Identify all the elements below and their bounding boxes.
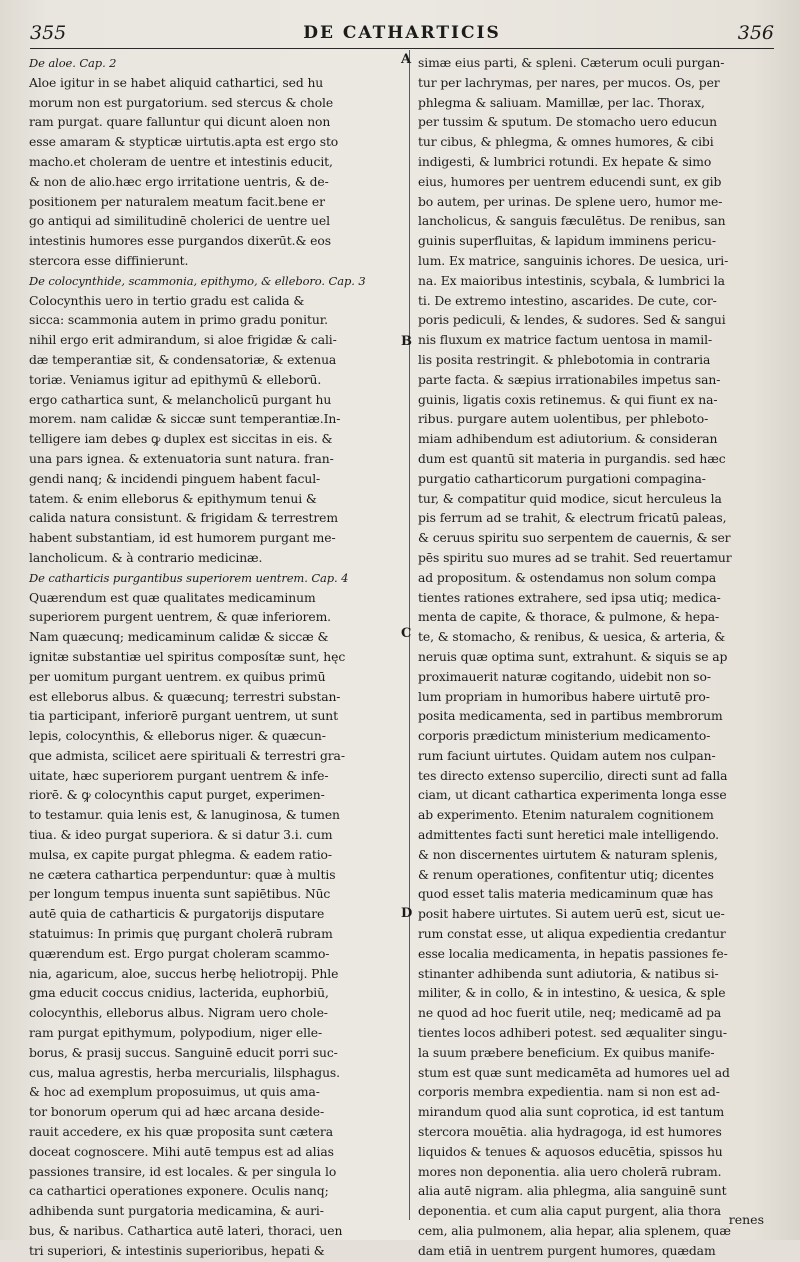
chapter-heading: De catharticis purgantibus superiorem uentrem. Cap. 4	[29, 570, 349, 585]
text-line: tiua. & ideo purgat superiora. & si datur 3.i. cum	[29, 828, 333, 843]
text-line: mulsa, ex capite purgat phlegma. & eadem ratio-	[29, 847, 332, 862]
text-line: dæ temperantiæ sit, & condensatoriæ, & extenua	[29, 352, 337, 367]
text-line: indigesti, & lumbrici rotundi. Ex hepate & simo	[418, 154, 712, 169]
text-line: sicca: scammonia autem in primo gradu ponitur.	[29, 313, 328, 328]
text-line: quærendum est. Ergo purgat choleram scammo-	[29, 946, 330, 961]
text-line: stinanter adhibenda sunt adiutoria, & natibus si-	[418, 966, 719, 981]
text-line: purgatio catharticorum purgationi compagina-	[418, 471, 706, 486]
text-line: pēs spiritu suo mures ad se trahit. Sed reuertamur	[418, 550, 732, 565]
text-line: stum est quæ sunt medicamēta ad humores uel ad	[418, 1065, 730, 1080]
text-line: tientes locos adhiberi potest. sed æqualiter singu-	[418, 1026, 727, 1041]
text-line: ti. De extremo intestino, ascarides. De cute, cor-	[418, 293, 717, 308]
text-line: macho.et choleram de uentre et intestinis educit,	[29, 154, 333, 169]
text-line: & ceruus spiritu suo serpentem de cauernis, & ser	[418, 531, 731, 546]
text-line: Nam quæcunq; medicaminum calidæ & siccæ &	[29, 630, 329, 645]
text-line: admittentes facti sunt heretici male intelligendo.	[418, 828, 720, 843]
left-page-number: 355	[30, 22, 67, 44]
text-line: parte facta. & sæpius irrationabiles impetus san-	[418, 372, 721, 387]
text-line: ram purgat epithymum, polypodium, niger elle-	[29, 1026, 323, 1041]
text-line: adhibenda sunt purgatoria medicamina, & auri-	[29, 1204, 324, 1219]
text-line: lis posita restringit. & phlebotomia in contraria	[418, 352, 711, 367]
text-line: ne quod ad hoc fuerit utile, neq; medicamē ad pa	[418, 1006, 722, 1021]
text-line: autē quia de catharticis & purgatorijs disputare	[29, 907, 325, 922]
running-header	[30, 22, 774, 49]
text-line: borus, & prasij succus. Sanguinē educit porri suc-	[29, 1045, 338, 1060]
text-line: & renum operationes, confitentur utiq; dicentes	[418, 867, 714, 882]
text-line: rum faciunt uirtutes. Quidam autem nos culpan-	[418, 748, 716, 763]
left-text-column	[29, 54, 401, 1262]
text-line: morum non est purgatorium. sed stercus & chole	[29, 95, 334, 110]
text-line: menta de capite, & thorace, & pulmone, & hepa-	[418, 610, 720, 625]
running-title: DE CATHARTICIS	[303, 23, 501, 43]
text-line: poris pediculi, & lendes, & sudores. Sed & sangui	[418, 313, 726, 328]
chapter-heading: De colocynthide, scammonia, epithymo, & elleboro. Cap. 3	[29, 273, 366, 288]
text-line: liquidos & tenues & aquosos educētia, spissos hu	[418, 1144, 723, 1159]
text-line: Quærendum est quæ qualitates medicaminum	[29, 590, 316, 605]
margin-mark-a: A	[401, 52, 412, 67]
text-line: tes directo extenso supercilio, directi sunt ad falla	[418, 768, 728, 783]
text-line: posita medicamenta, sed in partibus membrorum	[418, 709, 723, 724]
text-line: statuimus: In primis quę purgant cholerā rubram	[29, 927, 333, 942]
text-line: colocynthis, elleborus albus. Nigram uero chole-	[29, 1006, 328, 1021]
text-line: ergo cathartica sunt, & melancholicū purgant hu	[29, 392, 332, 407]
text-line: simæ eius parti, & spleni. Cæterum oculi purgan-	[418, 56, 725, 70]
text-line: lum. Ex matrice, sanguinis ichores. De uesica, uri-	[418, 253, 729, 268]
text-line: bo autem, per urinas. De splene uero, humor me-	[418, 194, 723, 209]
text-line: esse localia medicamenta, in hepatis passiones fe-	[418, 946, 728, 961]
text-line: tatem. & enim elleborus & epithymum tenui &	[29, 491, 317, 506]
text-line: stercora mouētia. alia hydragoga, id est humores	[418, 1125, 722, 1140]
text-line: militer, & in collo, & in intestino, & uesica, & sple	[418, 986, 726, 1001]
text-line: la suum præbere beneficium. Ex quibus manife-	[418, 1045, 715, 1060]
text-line: stercora esse diffinierunt.	[29, 253, 189, 268]
text-line: ciam, ut dicant cathartica experimenta longa esse	[418, 788, 727, 803]
text-line: ram purgat. quare falluntur qui dicunt aloen non	[29, 115, 331, 130]
text-line: lum propriam in humoribus habere uirtutē pro-	[418, 689, 710, 704]
text-line: posit habere uirtutes. Si autem uerū est, sicut ue-	[418, 907, 725, 922]
text-line: ad propositum. & ostendamus non solum compa	[418, 570, 717, 585]
text-line: nia, agaricum, aloe, succus herbę heliotropij. Phle	[29, 966, 339, 981]
text-line: quod esset talis materia medicaminum quæ has	[418, 887, 714, 902]
text-line: lepis, colocynthis, & elleborus niger. & quæcun-	[29, 729, 326, 744]
text-line: tur cibus, & phlegma, & omnes humores, & cibi	[418, 135, 714, 150]
text-line: tur, & compatitur quid modice, sicut herculeus la	[418, 491, 722, 506]
text-line: tientes rationes extrahere, sed ipsa utiq; medica-	[418, 590, 721, 605]
text-line: est elleborus albus. & quæcunq; terrestri substan-	[29, 689, 341, 704]
text-line: lancholicum. & à contrario medicinæ.	[29, 550, 263, 565]
text-line: te, & stomacho, & renibus, & uesica, & arteria, &	[418, 630, 726, 645]
text-line: corporis membra expedientia. nam si non est ad-	[418, 1085, 720, 1100]
text-line: per longum tempus inuenta sunt sapiētibus. Nūc	[29, 887, 331, 902]
text-line: miam adhibendum est adiutorium. & consideran	[418, 432, 718, 447]
text-line: morem. nam calidæ & siccæ sunt temperantiæ.In-	[29, 412, 341, 427]
right-page-number: 356	[737, 22, 774, 44]
text-line: Colocynthis uero in tertio gradu est calida &	[29, 293, 305, 308]
text-line: per tussim & sputum. De stomacho uero educun	[418, 115, 717, 130]
text-line: rum constat esse, ut aliqua expedientia credantur	[418, 927, 726, 942]
text-line: pis ferrum ad se trahit, & electrum fricatū paleas,	[418, 511, 727, 526]
text-line: ne cætera cathartica perpenduntur: quæ à multis	[29, 867, 336, 882]
text-line: tri superiori, & intestinis superioribus, hepati &	[29, 1243, 325, 1258]
text-line: tur per lachrymas, per nares, per mucos. Os, per	[418, 75, 720, 90]
text-line: Aloe igitur in se habet aliquid cathartici, sed hu	[29, 75, 324, 90]
text-line: & hoc ad exemplum proposuimus, ut quis ama-	[29, 1085, 320, 1100]
text-line: & non de alio.hæc ergo irritatione uentris, & de-	[29, 174, 329, 189]
chapter-heading: De aloe. Cap. 2	[29, 56, 117, 70]
text-line: bus, & naribus. Cathartica autē lateri, thoraci, uen	[29, 1224, 343, 1239]
text-line: que admista, scilicet aere spirituali & terrestri gra-	[29, 748, 345, 763]
text-line: cem, alia pulmonem, alia hepar, alia splenem, quæ	[418, 1224, 731, 1239]
text-line: guinis, ligatis coxis retinemus. & qui fiunt ex na-	[418, 392, 718, 407]
text-line: & non discernentes uirtutem & naturam splenis,	[418, 847, 718, 862]
text-line: passiones transire, id est locales. & per singula lo	[29, 1164, 337, 1179]
text-line: ribus. purgare autem uolentibus, per phleboto-	[418, 412, 709, 427]
text-line: ab experimento. Etenim naturalem cognitionem	[418, 808, 714, 823]
text-line: gendi nanq; & incidendi pinguem habent facul-	[29, 471, 321, 486]
text-line: habent substantiam, id est humorem purgant me-	[29, 531, 336, 546]
text-line: positionem per naturalem meatum facit.bene er	[29, 194, 325, 209]
text-line: cus, malua agrestis, herba mercurialis, lilsphagus.	[29, 1065, 340, 1080]
text-line: superiorem purgent uentrem, & quæ inferiorem.	[29, 610, 331, 625]
margin-mark-c: C	[401, 626, 412, 641]
text-line: uitate, hæc superiorem purgant uentrem & infe-	[29, 768, 329, 783]
text-line: una pars ignea. & extenuatoria sunt natura. fran-	[29, 451, 334, 466]
text-line: nihil ergo erit admirandum, si aloe frigidæ & cali-	[29, 333, 337, 348]
text-line: eius, humores per uentrem educendi sunt, ex gib	[418, 174, 722, 189]
text-line: alia autē nigram. alia phlegma, alia sanguinē sunt	[418, 1184, 727, 1199]
text-line: calida natura consistunt. & frigidam & terrestrem	[29, 511, 338, 526]
text-line: ca cathartici operationes exponere. Oculis nanq;	[29, 1184, 329, 1199]
text-line: dam etiā in uentrem purgent humores, quædam	[418, 1243, 716, 1258]
text-line: telligere iam debes ꝙ duplex est siccitas in eis. &	[29, 432, 333, 447]
margin-mark-d: D	[401, 906, 413, 921]
text-line: lancholicus, & sanguis fæculētus. De renibus, san	[418, 214, 726, 229]
margin-mark-b: B	[401, 334, 412, 349]
text-line: deponentia. et cum alia caput purgent, alia thora	[418, 1204, 722, 1219]
text-line: toriæ. Veniamus igitur ad epithymū & elleborū.	[29, 372, 322, 387]
text-line: ignitæ substantiæ uel spiritus composítæ sunt, hęc	[29, 649, 346, 664]
text-line: mirandum quod alia sunt coprotica, id est tantum	[418, 1105, 725, 1120]
text-line: esse amaram & stypticæ uirtutis.apta est ergo sto	[29, 135, 339, 150]
text-line: go antiqui ad similitudinē cholerici de uentre uel	[29, 214, 330, 229]
text-line: tor bonorum operum qui ad hæc arcana deside-	[29, 1105, 325, 1120]
text-line: na. Ex maioribus intestinis, scybala, & lumbrici la	[418, 273, 725, 288]
text-line: guinis superfluitas, & lapidum imminens pericu-	[418, 234, 716, 249]
catchword: renes	[728, 1212, 764, 1227]
text-line: neruis quæ optima sunt, extrahunt. & siquis se ap	[418, 649, 728, 664]
text-line: riorē. & ꝙ colocynthis caput purget, experimen-	[29, 788, 325, 803]
text-line: proximauerit naturæ cogitando, uidebit non so-	[418, 669, 711, 684]
text-line: to testamur. quia lenis est, & lanuginosa, & tumen	[29, 808, 340, 823]
text-line: doceat cognoscere. Mihi autē tempus est ad alias	[29, 1144, 334, 1159]
text-line: dum est quantū sit materia in purgandis. sed hæc	[418, 451, 726, 466]
text-line: phlegma & saliuam. Mamillæ, per lac. Thorax,	[418, 95, 705, 110]
text-line: corporis prædictum ministerium medicamento-	[418, 729, 711, 744]
text-line: gma educit coccus cnidius, lacterida, euphorbiū,	[29, 986, 329, 1001]
text-line: tia participant, inferiorē purgant uentrem, ut sunt	[29, 709, 339, 724]
text-line: mores non deponentia. alia uero cholerā rubram.	[418, 1164, 722, 1179]
text-line: nis fluxum ex matrice factum uentosa in mamil-	[418, 333, 713, 348]
text-line: intestinis humores esse purgandos dixerūt.& eos	[29, 234, 331, 249]
right-text-column	[418, 54, 782, 1262]
text-line: per uomitum purgant uentrem. ex quibus primū	[29, 669, 326, 684]
text-line: rauit accedere, ex his quæ proposita sunt cætera	[29, 1125, 333, 1140]
